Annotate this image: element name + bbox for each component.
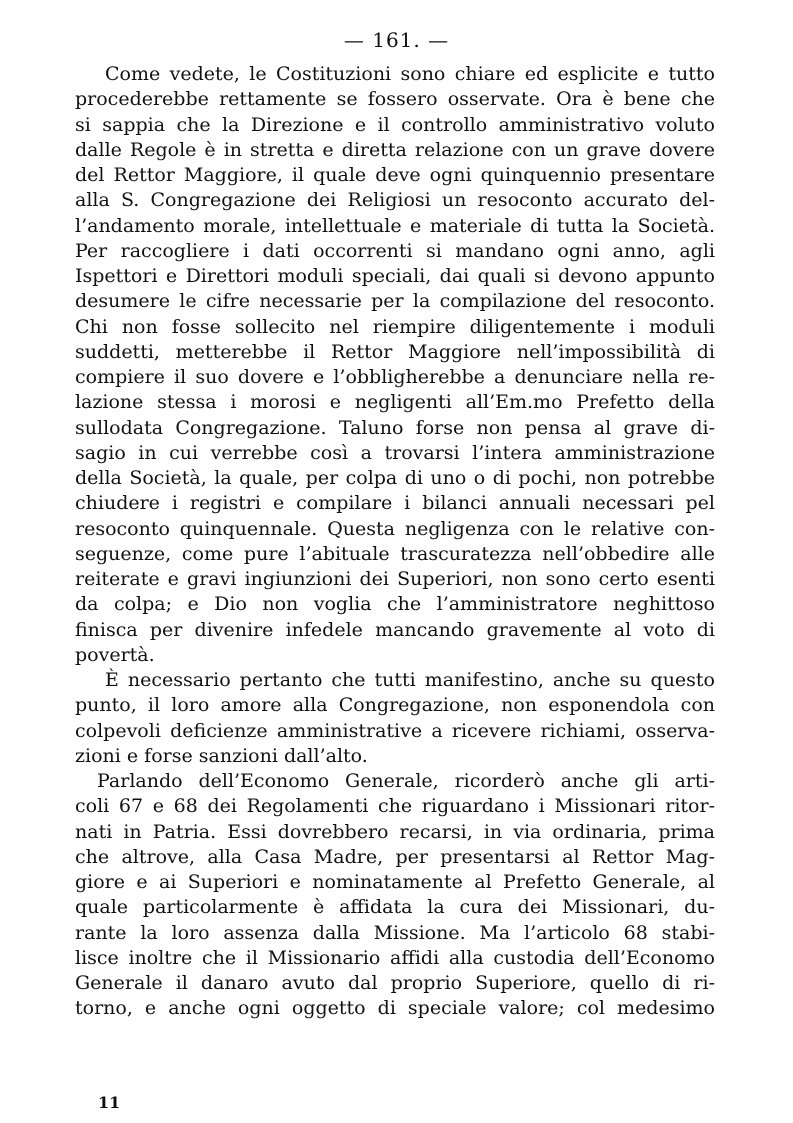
text-line: coli 67 e 68 dei Regolamenti che riguardano i Missionari ritor- (75, 795, 715, 818)
text-line: zioni e forse sanzioni dall’alto. (75, 744, 368, 767)
text-line: finisca per divenire infedele mancando gravemente al voto di (75, 618, 715, 641)
text-line: colpevoli deficienze amministrative a ricevere richiami, osserva- (75, 719, 715, 742)
text-line: sullodata Congregazione. Taluno forse non pensa al grave di- (75, 416, 715, 439)
text-line: rante la loro assenza dalla Missione. Ma l’articolo 68 stabi- (75, 921, 715, 944)
text-line: Ispettori e Direttori moduli speciali, dai quali si devono appunto (75, 265, 715, 287)
text-line: torno, e anche ogni oggetto di speciale valore; col medesimo (75, 997, 715, 1020)
text-line: nati in Patria. Essi dovrebbero recarsi, in via ordinaria, prima (75, 820, 715, 843)
text-line: si sappia che la Direzione e il controllo amministrativo voluto (75, 113, 715, 136)
text-line: resoconto quinquennale. Questa negligenza con le relative con- (75, 517, 715, 540)
text-line: alla S. Congregazione dei Religiosi un resoconto accurato del- (75, 189, 715, 212)
printer-signature-mark: 11 (98, 1093, 121, 1112)
text-line: È necessario pertanto che tutti manifestino, anche su questo (105, 669, 715, 691)
body-text (75, 62, 715, 1022)
text-line: sagio in cui verrebbe così a trovarsi l’intera amministrazione (75, 441, 715, 464)
text-line: lisce inoltre che il Missionario affidi alla custodia dell’Economo (75, 946, 715, 969)
text-line: Come vedete, le Costituzioni sono chiare ed esplicite e tutto (105, 63, 715, 85)
text-line: seguenze, come pure l’abituale trascuratezza nell’obbedire alle (75, 542, 715, 565)
text-line: punto, il loro amore alla Congregazione, non esponendola con (75, 694, 715, 717)
page-number: — 161. — (343, 28, 450, 52)
text-line: desumere le cifre necessarie per la compilazione del resoconto. (75, 290, 715, 313)
text-line: Chi non fosse sollecito nel riempire diligentemente i moduli (75, 315, 715, 338)
text-line: della Società, la quale, per colpa di uno o di pochi, non potrebbe (75, 467, 715, 489)
text-line: l’andamento morale, intellettuale e materiale di tutta la Società. (75, 214, 715, 237)
text-line: giore e ai Superiori e nominatamente al Prefetto Generale, al (75, 871, 715, 893)
text-line: lazione stessa i morosi e negligenti all’Em.mo Prefetto della (75, 391, 715, 414)
text-line: reiterate e gravi ingiunzioni dei Superiori, non sono certo esenti (75, 568, 715, 590)
text-line: quale particolarmente è affidata la cura dei Missionari, du- (75, 896, 715, 919)
text-line: dalle Regole è in stretta e diretta relazione con un grave dovere (75, 138, 715, 161)
text-line: compiere il suo dovere e l’obbligherebbe a denunciare nella re- (75, 366, 715, 388)
text-line: povertà. (75, 643, 155, 666)
text-line: suddetti, metterebbe il Rettor Maggiore nell’impossibilità di (75, 340, 715, 363)
text-line: del Rettor Maggiore, il quale deve ogni quinquennio presentare (75, 164, 715, 186)
text-line: Per raccogliere i dati occorrenti si mandano ogni anno, agli (75, 239, 715, 262)
text-line: che altrove, alla Casa Madre, per presentarsi al Rettor Mag- (75, 845, 715, 868)
text-line: Generale il danaro avuto dal proprio Superiore, quello di ri- (75, 972, 715, 994)
text-line: da colpa; e Dio non voglia che l’amministratore neghittoso (75, 593, 715, 616)
text-line: chiudere i registri e compilare i bilanci annuali necessari pel (75, 492, 715, 515)
text-line: procederebbe rettamente se fossero osservate. Ora è bene che (75, 88, 715, 111)
text-line: Parlando dell’Economo Generale, ricorderò anche gli arti- (97, 770, 715, 792)
